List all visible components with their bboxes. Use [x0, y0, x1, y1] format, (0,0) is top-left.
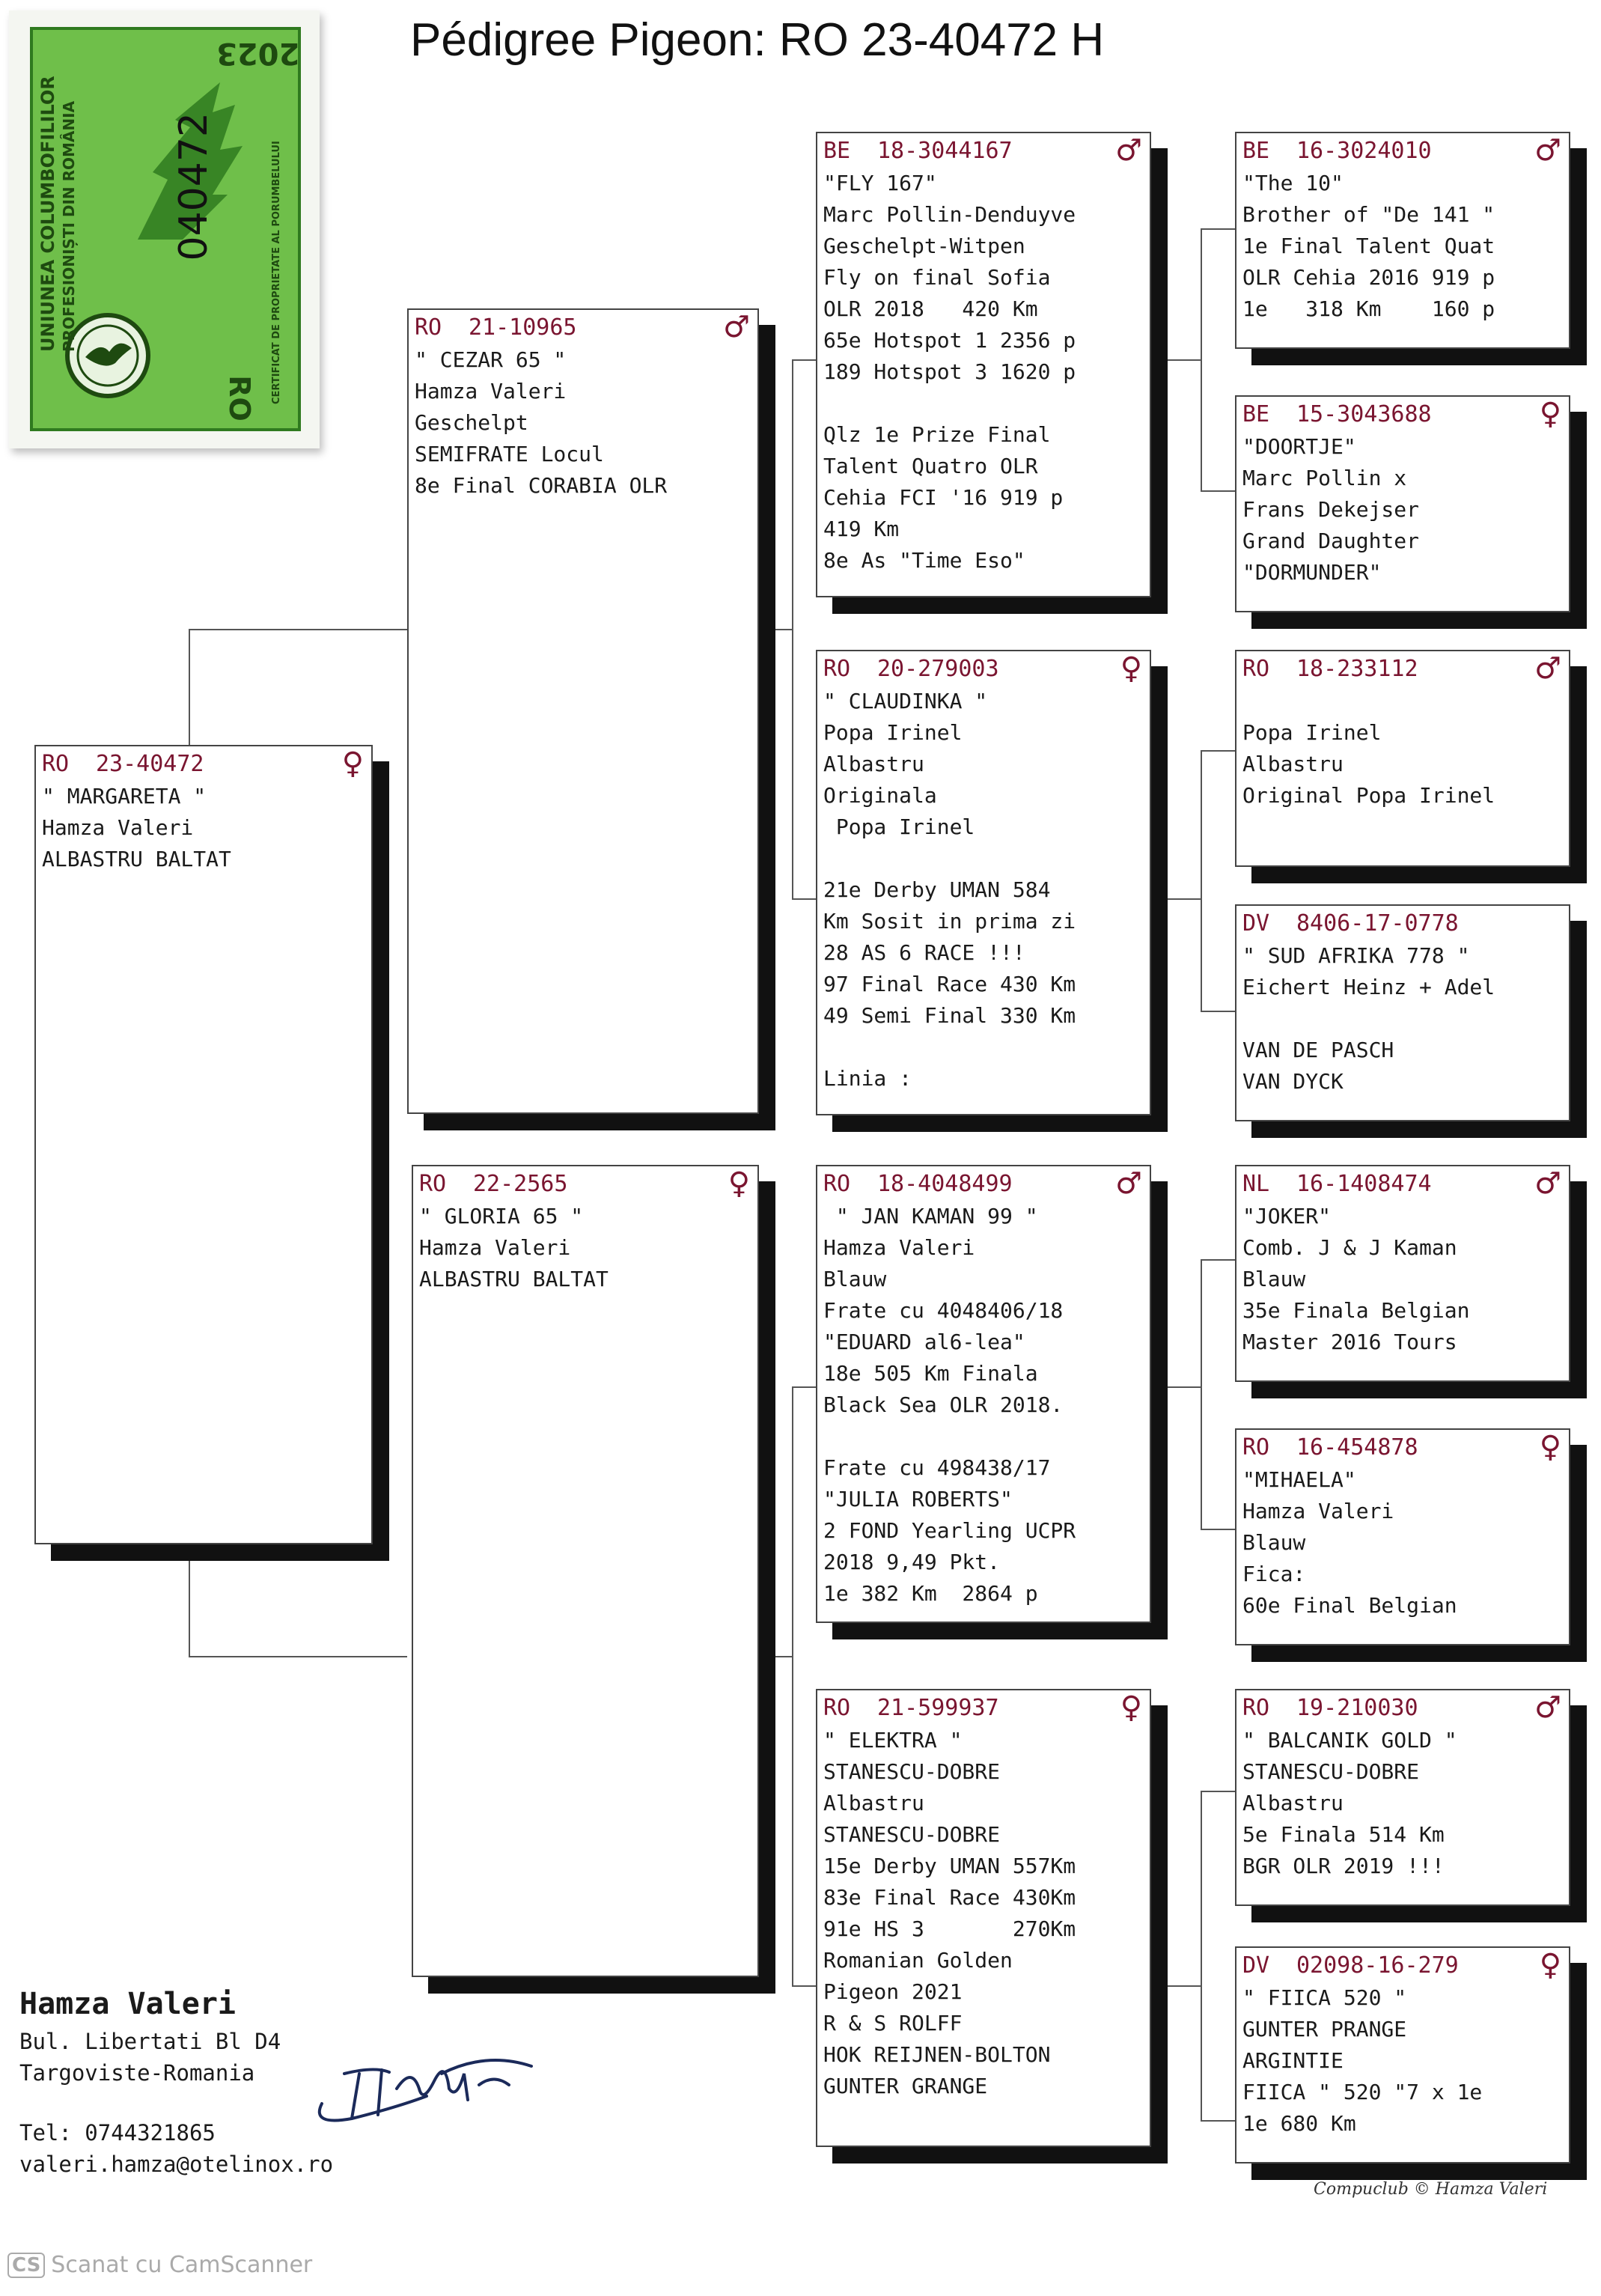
bird-info-line: 18e 505 Km Finala	[823, 1361, 1038, 1386]
bird-info-line: OLR Cehia 2016 919 p	[1242, 265, 1495, 290]
bird-header	[1236, 1430, 1569, 1464]
bird-info-line: STANESCU-DOBRE	[1242, 1759, 1420, 1784]
stamp-org-line1: UNIUNEA COLUMBOFILILOR	[37, 76, 58, 352]
bird-info-line: ALBASTRU BALTAT	[42, 847, 231, 871]
bird-info-line: STANESCU-DOBRE	[823, 1822, 1001, 1847]
connector-line	[759, 629, 793, 630]
bird-country: BE	[823, 137, 851, 164]
bird-info-line: 60e Final Belgian	[1242, 1593, 1457, 1618]
stamp-org-line2: PROFESIONIȘTI DIN ROMÂNIA	[60, 100, 78, 352]
bird-sex-icon: ♀	[1539, 1430, 1561, 1464]
bird-country: RO	[1242, 1694, 1270, 1721]
ownership-certificate-stamp	[9, 10, 320, 448]
bird-ring-number: 16-454878	[1296, 1434, 1418, 1461]
bird-info-line: 91e HS 3 270Km	[823, 1916, 1076, 1941]
bird-info-line: ARGINTIE	[1242, 2048, 1344, 2073]
bird-info-line: 8e As "Time Eso"	[823, 548, 1025, 573]
bird-info-line: 15e Derby UMAN 557Km	[823, 1854, 1076, 1878]
bird-ring-number: 23-40472	[96, 750, 204, 777]
bird-info-line: 28 AS 6 RACE !!!	[823, 940, 1025, 965]
bird-info-line: "The 10"	[1242, 171, 1344, 195]
bird-country: RO	[42, 750, 70, 777]
footer-credit: Compuclub © Hamza Valeri	[1314, 2180, 1548, 2199]
bird-info-line: Qlz 1e Prize Final	[823, 422, 1051, 447]
bird-header	[817, 1166, 1150, 1201]
bird-country: RO	[1242, 1434, 1270, 1461]
bird-info-line	[1236, 686, 1569, 717]
bird-info-line: " JAN KAMAN 99 "	[823, 1204, 1038, 1228]
bird-sex-icon: ♀	[1120, 1690, 1142, 1725]
bird-info-line: Hamza Valeri	[1242, 1499, 1394, 1523]
bird-info-line: Km Sosit in prima zi	[823, 909, 1076, 934]
bird-info-line: "JOKER"	[1242, 1204, 1332, 1228]
bird-info-line: 83e Final Race 430Km	[823, 1885, 1076, 1910]
bird-info-line: Grand Daughter	[1242, 529, 1420, 553]
bird-info-line	[817, 388, 1150, 419]
bird-ring-number: 18-4048499	[877, 1170, 1013, 1197]
owner-name: Hamza Valeri	[19, 1987, 236, 2021]
bird-info-line: "DOORTJE"	[1242, 434, 1356, 459]
connector-line	[792, 1386, 816, 1388]
bird-info-line: "JULIA ROBERTS"	[823, 1487, 1013, 1511]
page-title: Pédigree Pigeon: RO 23-40472 H	[410, 14, 1105, 66]
bird-info-line: Talent Quatro OLR	[823, 454, 1038, 478]
bird-info-line: Albastru	[823, 1791, 924, 1815]
bird-info-line: Original Popa Irinel	[1242, 783, 1495, 808]
bird-sex-icon: ♀	[1120, 651, 1142, 686]
bird-info-line: 65e Hotspot 1 2356 p	[823, 328, 1076, 353]
pedigree-box-ddd	[1235, 1946, 1570, 2163]
bird-info-line: GUNTER GRANGE	[823, 2074, 988, 2098]
bird-info-line: Geschelpt-Witpen	[823, 234, 1025, 258]
owner-contact	[19, 1982, 333, 2180]
bird-header	[817, 1690, 1150, 1725]
bird-info-line	[1236, 1003, 1569, 1035]
bird-country: NL	[1242, 1170, 1270, 1197]
bird-info-line: Fly on final Sofia	[823, 265, 1051, 290]
pedigree-box-dam	[412, 1165, 759, 1977]
bird-ring-number: 18-233112	[1296, 655, 1418, 682]
bird-sex-icon: ♀	[1539, 1948, 1561, 1982]
bird-country: RO	[823, 1694, 851, 1721]
connector-line	[1201, 1529, 1235, 1530]
bird-ring-number: 16-1408474	[1296, 1170, 1432, 1197]
bird-info-line: STANESCU-DOBRE	[823, 1759, 1001, 1784]
connector-line	[1201, 490, 1235, 492]
bird-header	[413, 1166, 757, 1201]
owner-address-line1: Bul. Libertati Bl D4	[19, 2029, 281, 2054]
bird-info-line: 419 Km	[823, 517, 900, 541]
pedigree-box-subject	[34, 745, 373, 1544]
pedigree-box-dds	[1235, 1689, 1570, 1906]
connector-line	[792, 359, 816, 361]
bird-info-line: Master 2016 Tours	[1242, 1330, 1457, 1354]
bird-info-line: Romanian Golden	[823, 1948, 1013, 1973]
bird-info-line: ALBASTRU BALTAT	[419, 1267, 609, 1291]
bird-info-line: " BALCANIK GOLD "	[1242, 1728, 1457, 1753]
bird-info-line: "EDUARD al6-lea"	[823, 1330, 1025, 1354]
bird-info-line: Geschelpt	[415, 410, 528, 435]
bird-country: DV	[1242, 1952, 1270, 1979]
connector-line	[1160, 898, 1202, 900]
bird-header	[409, 310, 757, 344]
bird-info-line: Frate cu 498438/17	[823, 1455, 1051, 1480]
bird-sex-icon: ♀	[1539, 397, 1561, 431]
bird-header	[1236, 1166, 1569, 1201]
bird-country: BE	[1242, 137, 1270, 164]
bird-info-line: Black Sea OLR 2018.	[823, 1392, 1064, 1417]
scanner-watermark	[7, 2252, 312, 2278]
bird-info-line: Frans Dekejser	[1242, 497, 1420, 522]
connector-line	[1201, 228, 1202, 492]
stamp-country: RO	[222, 375, 256, 421]
bird-info-line: VAN DE PASCH	[1242, 1038, 1394, 1062]
bird-info-line: 21e Derby UMAN 584	[823, 877, 1051, 902]
bird-sex-icon: ♂	[1534, 651, 1561, 686]
stamp-ring-number: 040472	[171, 112, 216, 261]
bird-info-line: 8e Final CORABIA OLR	[415, 473, 668, 498]
bird-info-line: Fica:	[1242, 1562, 1306, 1586]
bird-info-line: Albastru	[823, 752, 924, 776]
bird-info-line: 1e Final Talent Quat	[1242, 234, 1495, 258]
bird-ring-number: 02098-16-279	[1296, 1952, 1459, 1979]
bird-info-line: Blauw	[1242, 1530, 1306, 1555]
bird-ring-number: 20-279003	[877, 655, 999, 682]
bird-info-line: 35e Finala Belgian	[1242, 1298, 1470, 1323]
bird-info-line: R & S ROLFF	[823, 2011, 963, 2035]
bird-ring-number: 22-2565	[473, 1170, 568, 1197]
connector-line	[1160, 359, 1202, 361]
connector-line	[792, 898, 816, 900]
connector-line	[189, 1656, 407, 1657]
bird-ring-number: 19-210030	[1296, 1694, 1418, 1721]
signature-icon	[307, 2044, 546, 2134]
bird-info-line: 1e 382 Km 2864 p	[823, 1581, 1038, 1606]
camscanner-logo-icon: CS	[7, 2253, 45, 2278]
bird-header	[36, 746, 371, 781]
bird-info-line: Hamza Valeri	[415, 379, 567, 404]
bird-info-line: Hamza Valeri	[419, 1235, 571, 1260]
bird-header	[1236, 397, 1569, 431]
bird-header	[817, 133, 1150, 168]
bird-info-line: HOK REIJNEN-BOLTON	[823, 2042, 1051, 2067]
bird-info-line: Hamza Valeri	[823, 1235, 975, 1260]
bird-info-line: Marc Pollin x	[1242, 466, 1407, 490]
connector-line	[792, 1985, 816, 1987]
bird-sex-icon: ♀	[728, 1166, 750, 1201]
connector-line	[1201, 1011, 1235, 1012]
bird-info-line: 5e Finala 514 Km	[1242, 1822, 1445, 1847]
connector-line	[1201, 1259, 1235, 1261]
bird-info-line: Comb. J & J Kaman	[1242, 1235, 1457, 1260]
pedigree-box-dam-sire	[816, 1165, 1151, 1623]
bird-ring-number: 18-3044167	[877, 137, 1013, 164]
bird-country: DV	[1242, 910, 1270, 937]
bird-ring-number: 16-3024010	[1296, 137, 1432, 164]
bird-sex-icon: ♂	[1534, 1166, 1561, 1201]
bird-info-line: Brother of "De 141 "	[1242, 202, 1495, 227]
bird-info-line	[817, 1032, 1150, 1063]
bird-sex-icon: ♂	[723, 310, 750, 344]
bird-info-line: " MARGARETA "	[42, 784, 207, 809]
bird-country: RO	[823, 655, 851, 682]
bird-header	[1236, 906, 1569, 940]
bird-info-line: Pigeon 2021	[823, 1979, 963, 2004]
bird-info-line: 49 Semi Final 330 Km	[823, 1003, 1076, 1028]
connector-line	[1201, 1791, 1235, 1792]
bird-info-line: Albastru	[1242, 752, 1344, 776]
owner-address-line2: Targoviste-Romania	[19, 2060, 255, 2086]
connector-line	[1160, 1386, 1202, 1388]
owner-phone: Tel: 0744321865	[19, 2120, 216, 2146]
bird-info-line: "MIHAELA"	[1242, 1467, 1356, 1492]
pedigree-box-ssd	[1235, 395, 1570, 612]
bird-info-line: Blauw	[823, 1267, 887, 1291]
bird-info-line: 97 Final Race 430 Km	[823, 972, 1076, 996]
bird-sex-icon: ♂	[1115, 1166, 1142, 1201]
connector-line	[1201, 750, 1202, 1012]
bird-info-line: GUNTER PRANGE	[1242, 2017, 1407, 2041]
bird-ring-number: 21-10965	[469, 314, 577, 341]
bird-info-line: VAN DYCK	[1242, 1069, 1344, 1094]
pedigree-box-sss	[1235, 132, 1570, 349]
bird-country: BE	[1242, 401, 1270, 427]
bird-country: RO	[1242, 655, 1270, 682]
bird-info-line: Albastru	[1242, 1791, 1344, 1815]
bird-info-line: Hamza Valeri	[42, 815, 194, 840]
scanner-text: Scanat cu CamScanner	[51, 2252, 313, 2278]
bird-country: RO	[415, 314, 442, 341]
spacer	[19, 2089, 333, 2117]
bird-info-line: 2 FOND Yearling UCPR	[823, 1518, 1076, 1543]
bird-info-line: " FIICA 520 "	[1242, 1985, 1407, 2010]
bird-info-line: FIICA " 520 "7 x 1e	[1242, 2080, 1483, 2104]
bird-sex-icon: ♂	[1534, 1690, 1561, 1725]
bird-sex-icon: ♂	[1534, 133, 1561, 168]
bird-info-line: Cehia FCI '16 919 p	[823, 485, 1064, 510]
bird-header	[817, 651, 1150, 686]
stamp-year: 2023	[216, 36, 300, 70]
bird-info-line: SEMIFRATE Locul	[415, 442, 604, 466]
stamp-certificate-text: CERTIFICAT DE PROPRIETATE AL PORUMBELULUI	[271, 141, 282, 404]
bird-info-line: Marc Pollin-Denduyve	[823, 202, 1076, 227]
pedigree-box-sdd	[1235, 904, 1570, 1121]
bird-info-line: Linia :	[823, 1066, 912, 1091]
connector-line	[1201, 1259, 1202, 1530]
connector-line	[792, 359, 793, 900]
bird-info-line: "DORMUNDER"	[1242, 560, 1382, 585]
bird-ring-number: 21-599937	[877, 1694, 999, 1721]
pedigree-box-dam-dam	[816, 1689, 1151, 2147]
bird-info-line: " SUD AFRIKA 778 "	[1242, 943, 1470, 968]
connector-line	[792, 1386, 793, 1987]
bird-header	[1236, 651, 1569, 686]
pedigree-box-dsd	[1235, 1428, 1570, 1645]
bird-info-line	[817, 1421, 1150, 1452]
bird-info-line: 2018 9,49 Pkt.	[823, 1550, 1001, 1574]
connector-line	[1201, 228, 1235, 230]
owner-email[interactable]: valeri.hamza@otelinox.ro	[19, 2152, 334, 2177]
bird-sex-icon: ♂	[1115, 133, 1142, 168]
bird-info-line: Frate cu 4048406/18	[823, 1298, 1064, 1323]
bird-country: RO	[823, 1170, 851, 1197]
connector-line	[1201, 750, 1235, 752]
bird-info-line: " ELEKTRA "	[823, 1728, 963, 1753]
pedigree-box-dss	[1235, 1165, 1570, 1382]
connector-line	[759, 1656, 793, 1657]
bird-country: RO	[419, 1170, 447, 1197]
bird-info-line: 1e 318 Km 160 p	[1242, 296, 1495, 321]
bird-header	[1236, 133, 1569, 168]
connector-line	[1201, 2120, 1235, 2122]
pedigree-box-sire	[407, 308, 759, 1114]
bird-sex-icon: ♀	[341, 746, 364, 781]
bird-info-line: BGR OLR 2019 !!!	[1242, 1854, 1445, 1878]
bird-header	[1236, 1948, 1569, 1982]
bird-info-line: Originala	[823, 783, 937, 808]
bird-info-line: " CLAUDINKA "	[823, 689, 988, 713]
bird-info-line: 189 Hotspot 3 1620 p	[823, 359, 1076, 384]
bird-info-line: " CEZAR 65 "	[415, 347, 567, 372]
bird-info-line: Popa Irinel	[1242, 720, 1382, 745]
connector-line	[1160, 1985, 1202, 1987]
bird-info-line: "FLY 167"	[823, 171, 937, 195]
connector-line	[1201, 1791, 1202, 2122]
bird-ring-number: 15-3043688	[1296, 401, 1432, 427]
bird-info-line: " GLORIA 65 "	[419, 1204, 584, 1228]
bird-info-line: OLR 2018 420 Km	[823, 296, 1038, 321]
bird-info-line: 1e 680 Km	[1242, 2111, 1356, 2136]
bird-header	[1236, 1690, 1569, 1725]
pedigree-box-sire-sire	[816, 132, 1151, 597]
bird-info-line: Popa Irinel	[823, 814, 975, 839]
bird-info-line: Blauw	[1242, 1267, 1306, 1291]
pedigree-box-sds	[1235, 650, 1570, 867]
connector-line	[189, 629, 407, 630]
bird-ring-number: 8406-17-0778	[1296, 910, 1459, 937]
bird-info-line	[817, 843, 1150, 874]
pedigree-box-sire-dam	[816, 650, 1151, 1115]
bird-info-line: Eichert Heinz + Adel	[1242, 975, 1495, 999]
bird-info-line: Popa Irinel	[823, 720, 963, 745]
